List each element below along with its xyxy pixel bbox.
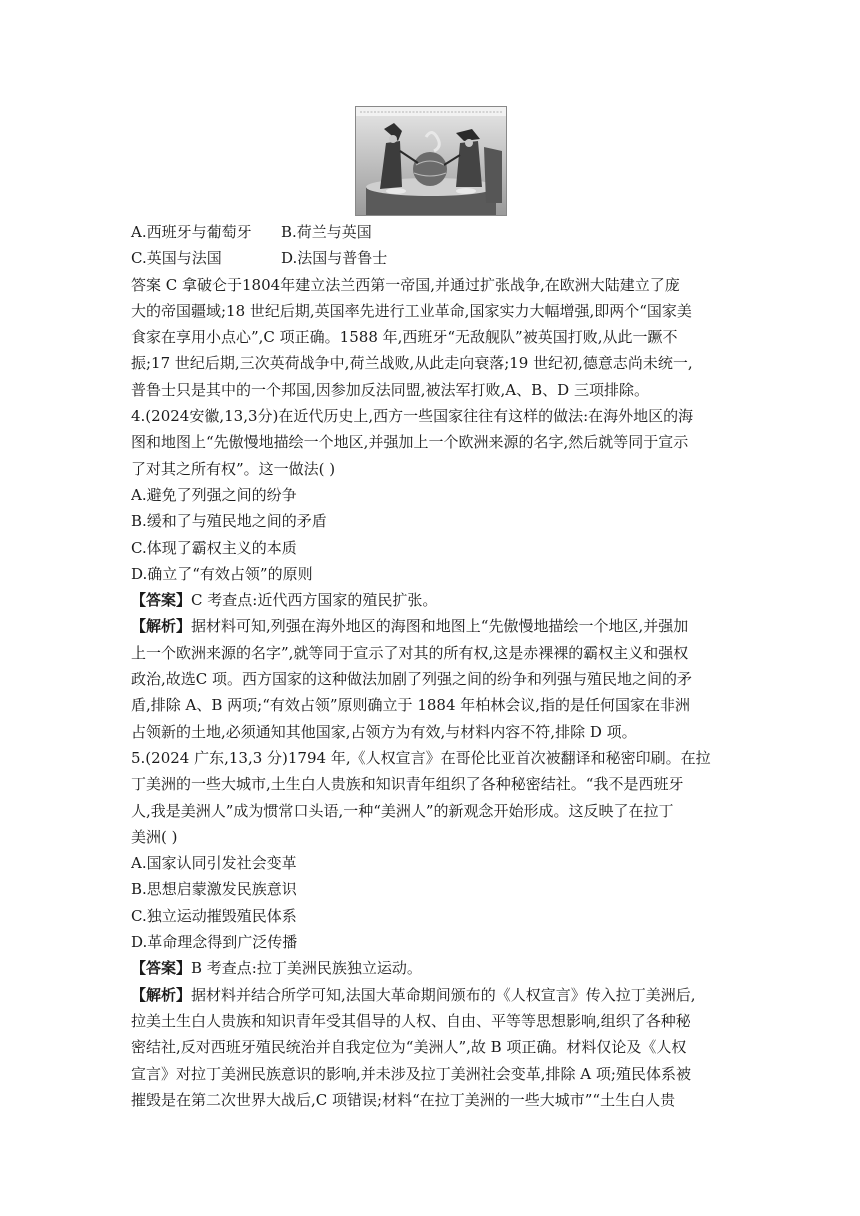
q5-stem-line-1: 5.(2024 广东,13,3 分)1794 年,《人权宣言》在哥伦比亚首次被翻译和秘密印刷。在拉: [131, 748, 711, 767]
q4-analysis-line-5: 占领新的土地,必须通知其他国家,占领方为有效,与材料内容不符,排除 D 项。: [131, 722, 637, 741]
cartoon-image: [356, 107, 506, 215]
q3-options-row-2: [131, 245, 743, 271]
q5-option-d: D.革命理念得到广泛传播: [131, 933, 298, 952]
q5-answer: [131, 955, 743, 981]
q3-answer-line-1: 答案 C 拿破仑于1804年建立法兰西第一帝国,并通过扩张战争,在欧洲大陆建立了庞: [131, 275, 680, 294]
q3-answer-line-5: 普鲁士只是其中的一个邦国,因参加反法同盟,被法军打败,A、B、D 三项排除。: [131, 380, 649, 399]
q3-answer-line-2: 大的帝国疆域;18 世纪后期,英国率先进行工业革命,国家实力大幅增强,即两个“国家美: [131, 301, 692, 320]
q4-analysis-first: 据材料可知,列强在海外地区的海图和地图上“先傲慢地描绘一个地区,并强加: [191, 617, 689, 636]
q4-analysis-line-3: 政治,故选C 项。西方国家的这种做法加剧了列强之间的纷争和列强与殖民地之间的矛: [131, 670, 693, 689]
q4-option-b: B.缓和了与殖民地之间的矛盾: [131, 512, 327, 531]
q4-stem-line-2: 图和地图上“先傲慢地描绘一个地区,并强加上一个欧洲来源的名字,然后就等同于宣示: [131, 433, 689, 452]
q3-answer-line-4: 振;17 世纪后期,三次英荷战争中,荷兰战败,从此走向衰落;19 世纪初,德意志尚未统一,: [131, 354, 693, 373]
q4-answer-text: C 考查点:近代西方国家的殖民扩张。: [191, 591, 438, 610]
q4-analysis-label: 【解析】: [131, 617, 192, 636]
q4-analysis-line-4: 盾,排除 A、B 两项;“有效占领”原则确立于 1884 年柏林会议,指的是任何国家在非洲: [131, 696, 691, 715]
q4-answer-label: 【答案】: [131, 591, 192, 610]
q5-analysis-line-2: 拉美土生白人贵族和知识青年受其倡导的人权、自由、平等等思想影响,组织了各种秘: [131, 1011, 691, 1030]
q5-option-b: B.思想启蒙激发民族意识: [131, 880, 297, 899]
q4-analysis-line-2: 上一个欧洲来源的名字”,就等同于宣示了对其的所有权,这是赤裸裸的霸权主义和强权: [131, 643, 689, 662]
q3-option-b: B.荷兰与英国: [281, 223, 372, 241]
q5-stem-line-3: 人,我是美洲人”成为惯常口头语,一种“美洲人”的新观念开始形成。这反映了在拉丁: [131, 801, 674, 820]
q3-option-a: A.西班牙与葡萄牙: [131, 223, 252, 241]
q5-option-c: C.独立运动摧毁殖民体系: [131, 906, 297, 925]
q4-stem-line-1: 4.(2024安徽,13,3分)在近代历史上,西方一些国家往往有这样的做法:在海外地区的海: [131, 407, 694, 426]
q3-options-row-1: [131, 219, 743, 245]
q5-analysis-first: 据材料并结合所学可知,法国大革命期间颁布的《人权宣言》传入拉丁美洲后,: [191, 985, 696, 1004]
cartoon-illustration: [355, 106, 507, 216]
q3-block: [131, 219, 743, 1113]
q3-option-d: D.法国与普鲁士: [281, 249, 388, 268]
q5-answer-text: B 考查点:拉丁美洲民族独立运动。: [191, 959, 422, 978]
q4-answer: [131, 587, 743, 613]
q4-analysis-line-1: [131, 613, 743, 639]
q5-analysis-line-5: 摧毁是在第二次世界大战后,C 项错误;材料“在拉丁美洲的一些大城市”“土生白人贵: [131, 1090, 676, 1109]
q4-option-d: D.确立了“有效占领”的原则: [131, 564, 313, 583]
q5-analysis-line-3: 密结社,反对西班牙殖民统治并自我定位为“美洲人”,故 B 项正确。材料仅论及《人权: [131, 1038, 687, 1057]
q5-answer-label: 【答案】: [131, 959, 192, 978]
q4-option-a: A.避免了列强之间的纷争: [131, 485, 297, 504]
q5-analysis-line-1: [131, 982, 743, 1008]
q5-option-a: A.国家认同引发社会变革: [131, 854, 297, 873]
q3-answer-line-3: 食家在享用小点心”,C 项正确。1588 年,西班牙“无敌舰队”被英国打败,从此一蹶不: [131, 328, 678, 347]
q4-stem-line-3: 了对其之所有权”。这一做法( ): [131, 459, 336, 478]
q4-option-c: C.体现了霸权主义的本质: [131, 538, 297, 557]
q3-option-c: C.英国与法国: [131, 249, 222, 268]
q5-stem-line-2: 丁美洲的一些大城市,土生白人贵族和知识青年组织了各种秘密结社。“我不是西班牙: [131, 775, 684, 794]
q5-analysis-label: 【解析】: [131, 985, 192, 1004]
q5-stem-line-4: 美洲( ): [131, 827, 178, 846]
q5-analysis-line-4: 宣言》对拉丁美洲民族意识的影响,并未涉及拉丁美洲社会变革,排除 A 项;殖民体系被: [131, 1064, 691, 1083]
